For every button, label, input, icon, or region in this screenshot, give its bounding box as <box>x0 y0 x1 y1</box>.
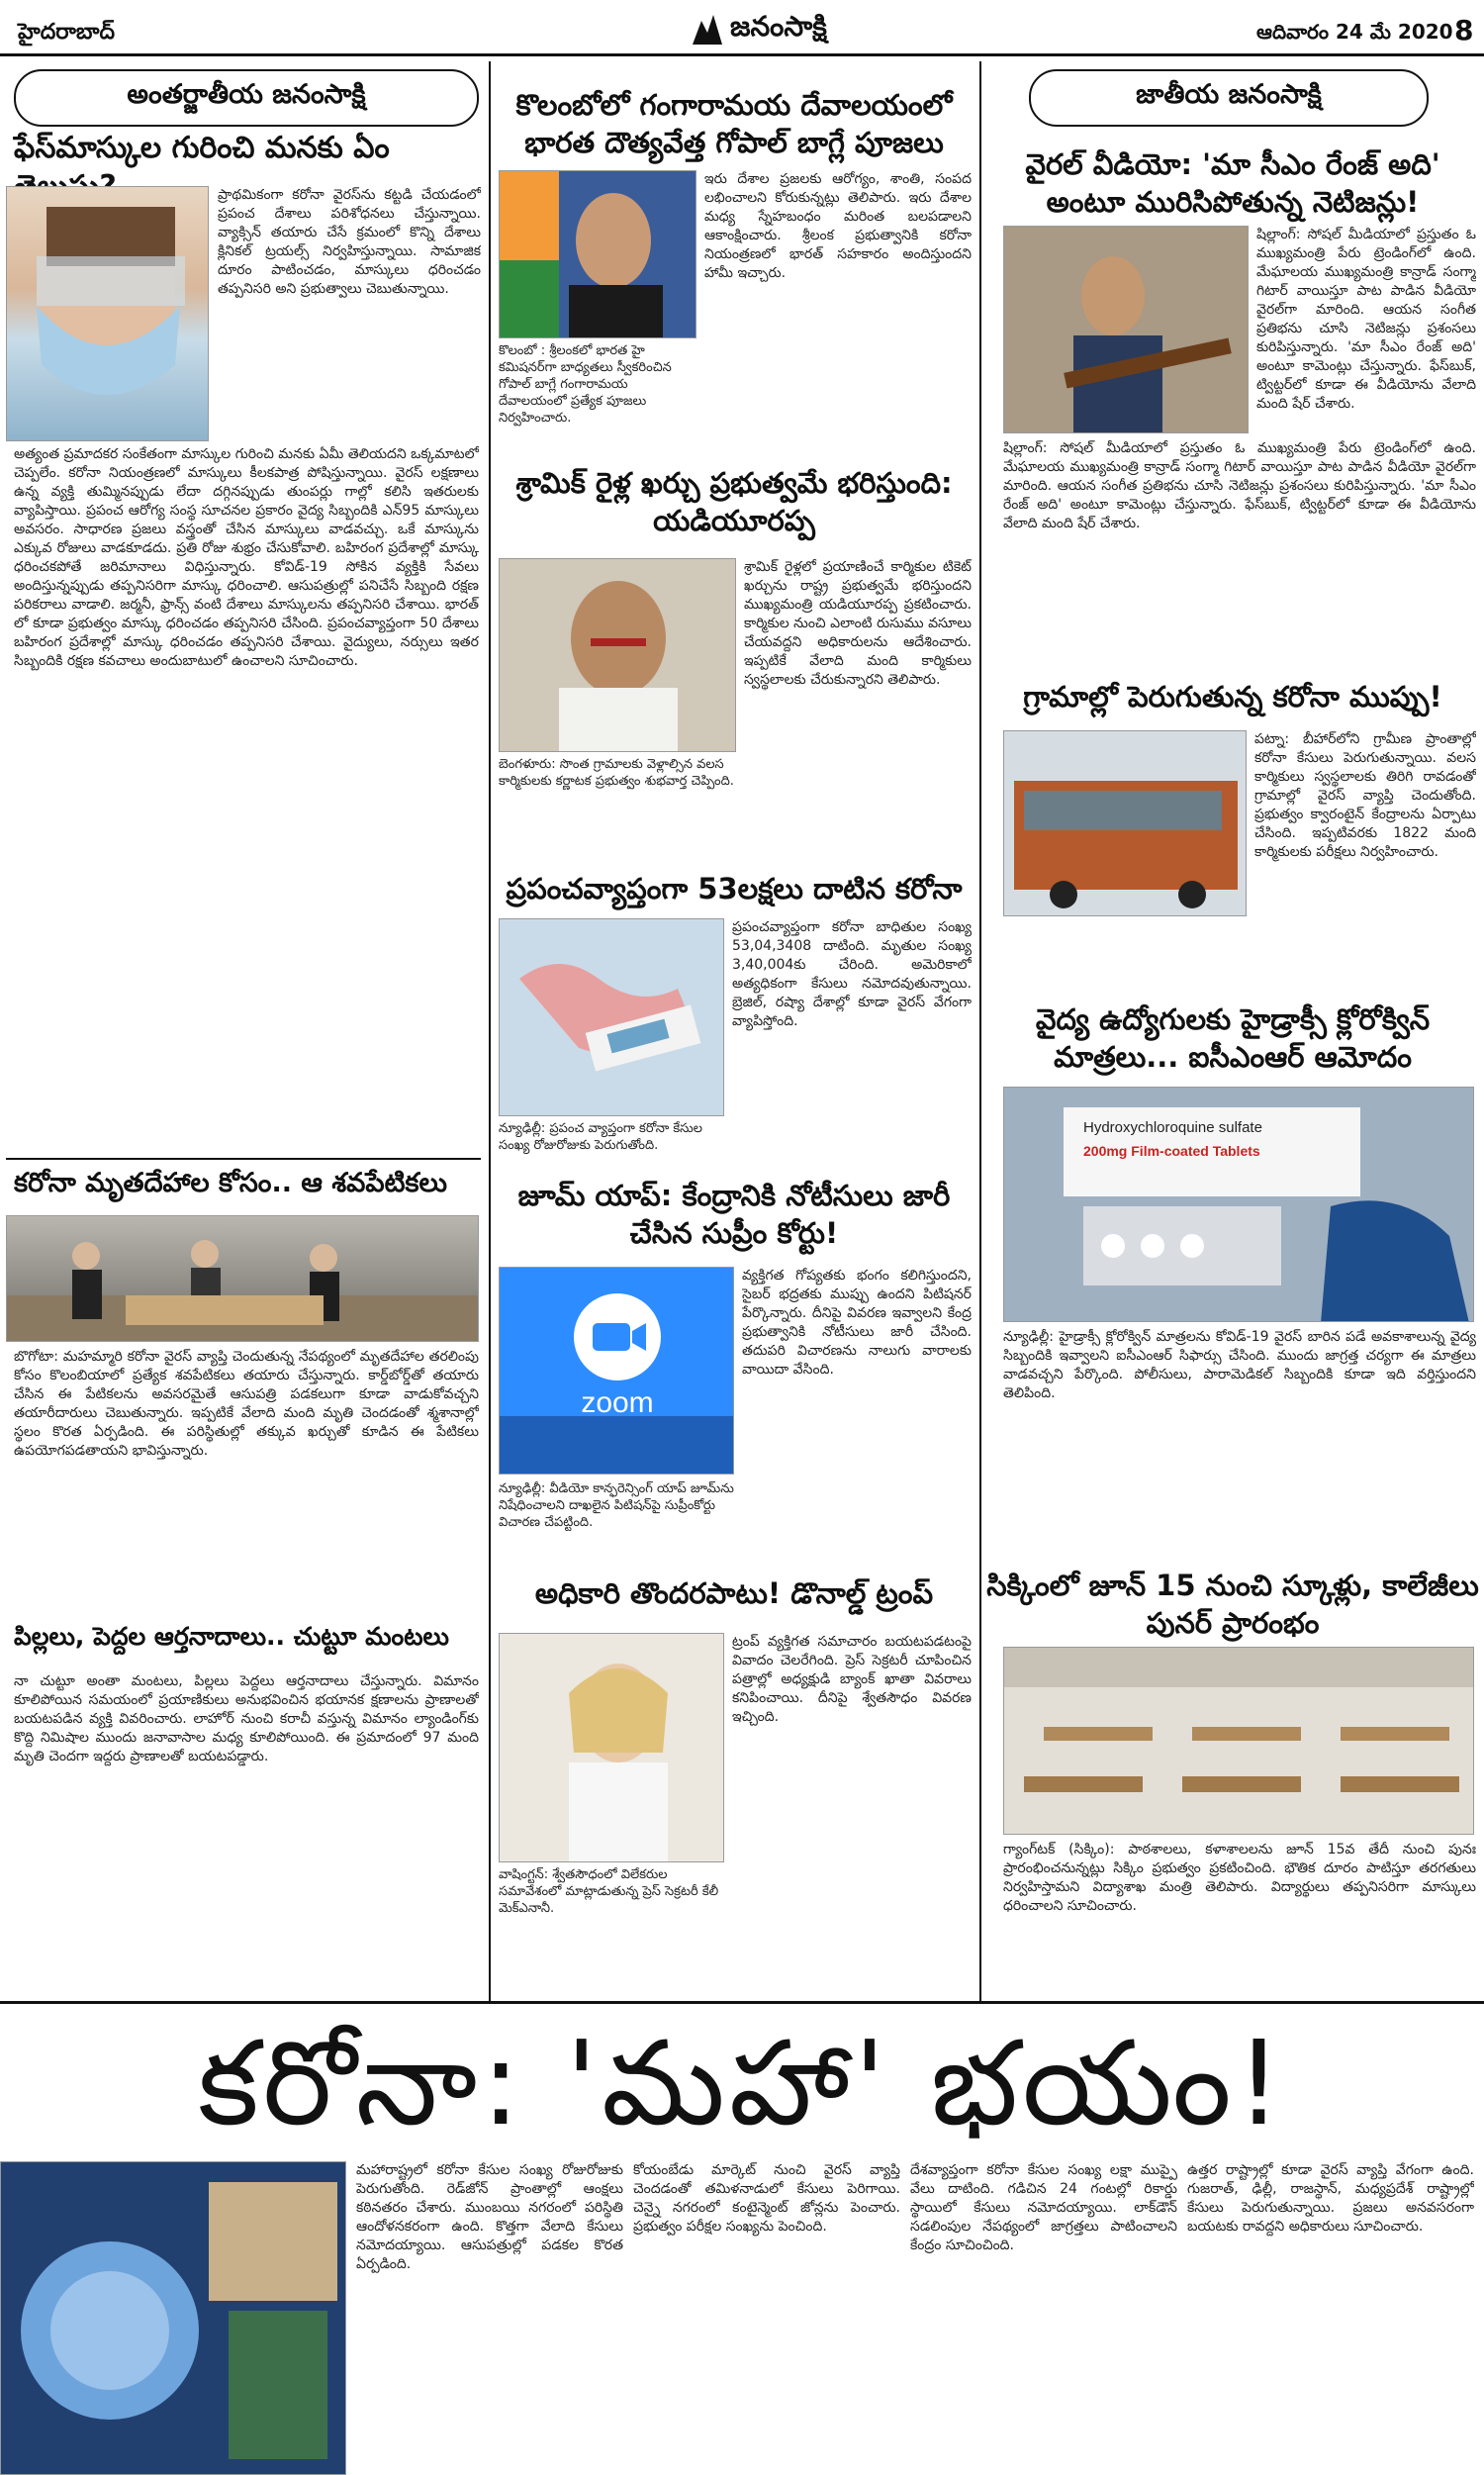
article-body: పట్నా: బీహార్‌లోని గ్రామీణ ప్రాంతాల్లో కరోనా కేసులు పెరుగుతున్నాయి. వలస కార్మికులు స్వస్థలాలకు తిరిగి రావడంతో గ్రామాల్లో వైరస్ వ్యాప్తి చెందుతోంది. ప్రభుత్వం క్వారంటైన్ కేంద్రాలను ఏర్పాటు చేసింది. ఇప్పటివరకు 1822 మంది కార్మికులకు పరీక్షలు నిర్వహించారు. <box>1254 731 1476 860</box>
column-divider <box>489 61 491 2001</box>
article-title: ప్రపంచవ్యాప్తంగా 53లక్షలు దాటిన కరోనా <box>506 872 963 905</box>
article-title: కరోనా మృతదేహాల కోసం.. ఆ శవపేటికలు <box>14 1168 448 1198</box>
mask-photo <box>6 186 209 441</box>
guitar-photo <box>1003 226 1249 433</box>
article-title: వైరల్ వీడియో: 'మా సీఎం రేంజ్ అది' అంటూ మురిసిపోతున్న నెటిజన్లు! <box>1025 147 1440 219</box>
header-rule <box>0 53 1484 56</box>
banner-rule <box>0 2001 1484 2004</box>
press-secretary-photo <box>499 1633 724 1862</box>
banner-headline: కరోనా: 'మహా' భయం! <box>197 2015 1287 2151</box>
article-body: శ్రామిక్ రైళ్లలో ప్రయాణించే కార్మికుల టికెట్ ఖర్చును రాష్ట్ర ప్రభుత్వమే భరిస్తుందని ముఖ్యమంత్రి యడియూరప్ప ప్రకటించారు. కార్మికుల నుంచి ఎలాంటి రుసుము వసూలు చేయవద్దని అధికారులను ఆదేశించారు. ఇప్పటికే వేలాది మంది కార్మికులు స్వస్థలాలకు చేరుకున్నారని తెలిపారు. <box>744 559 972 688</box>
photo-caption: న్యూఢిల్లీ: ప్రపంచ వ్యాప్తంగా కరోనా కేసుల సంఖ్య రోజురోజుకు పెరుగుతోంది. <box>499 1121 703 1153</box>
photo-caption: బెంగళూరు: సొంత గ్రామాలకు వెళ్లాల్సిన వలస కార్మికులకు కర్ణాటక ప్రభుత్వం శుభవార్త చెప్పింది. <box>499 757 734 789</box>
article-body: అత్యంత ప్రమాదకర సంకేతంగా మాస్కుల గురించి మనకు ఏమీ తెలియదని ఒక్కమాటలో చెప్పలేం. కరోనా నియంత్రణలో మాస్కులు కీలకపాత్ర పోషిస్తున్నాయి. వైరస్ లక్షణాలు ఉన్న వ్యక్తి తుమ్మినప్పుడు లేదా దగ్గినప్పుడు తుంపర్లు గాల్లో కలిసి ఇతరులకు వ్యాపిస్తాయి. ప్రపంచ ఆరోగ్య సంస్థ సూచనల ప్రకారం వైద్య సిబ్బందికి ఎన్95 మాస్కులు అవసరం. సాధారణ ప్రజలు వస్త్రంతో చేసిన మాస్కులు వాడవచ్చు. ఒకే మాస్కును ఎక్కువ రోజులు వాడకూడదు. ప్రతి రోజు శుభ్రం చేసుకోవాలి. బహిరంగ ప్రదేశాల్లో మాస్కు ధరించకపోతే జరిమానాలు విధిస్తున్నారు. కోవిడ్-19 సోకిన వ్యక్తికి సేవలు అందిస్తున్నప్పుడు తప్పనిసరిగా మాస్కు ధరించాలి. ఆసుపత్రుల్లో పనిచేసే సిబ్బంది రక్షణ పరికరాలు వాడాలి. జర్మనీ, ఫ్రాన్స్ వంటి దేశాలు మాస్కులను తప్పనిసరి చేశాయి. భారత్ లో కూడా ప్రభుత్వం మాస్కు ధరించడం తప్పనిసరి చేసింది. ప్రపంచవ్యాప్తంగా 50 దేశాలు బహిరంగ ప్రదేశాల్లో మాస్కు ధరించడం తప్పనిసరి చేశాయి. వైద్యులు, నర్సులు ఇతర సిబ్బందికి రక్షణ కవచాలు అందుబాటులో ఉంచాలని సూచించారు. <box>14 446 479 669</box>
banner-col: కోయంబేడు మార్కెట్ నుంచి వైరస్ వ్యాప్తి చెందడంతో తమిళనాడులో కేసులు పెరిగాయి. చెన్నై నగరంలో కంటైన్మెంట్ జోన్లను పెంచారు. ప్రభుత్వం పరీక్షల సంఖ్యను పెంచింది. <box>633 2162 900 2235</box>
article-title: జూమ్ యాప్: కేంద్రానికి నోటీసులు జారీ చేసిన సుప్రీం కోర్టు! <box>517 1179 951 1250</box>
article-lead: ప్రాథమికంగా కరోనా వైరస్‌ను కట్టడి చేయడంలో ప్రపంచ దేశాలు పరిశోధనలు చేస్తున్నాయి. వ్యాక్సిన్ తయారు చేసే క్రమంలో కొన్ని దేశాలు క్లినికల్ ట్రయల్స్ నిర్వహిస్తున్నాయి. సామాజిక దూరం పాటించడం, మాస్కులు ధరించడం తప్పనిసరి అని ప్రభుత్వాలు చెబుతున్నాయి. <box>218 187 481 297</box>
banner-col: మహారాష్ట్రలో కరోనా కేసుల సంఖ్య రోజురోజుకు పెరుగుతోంది. రెడ్‌జోన్ ప్రాంతాల్లో ఆంక్షలు కఠినతరం చేశారు. ముంబయి నగరంలో పరిస్థితి ఆందోళనకరంగా ఉంది. కొత్తగా వేలాది కేసులు నమోదయ్యాయి. ఆసుపత్రుల్లో పడకల కొరత ఏర్పడింది. <box>356 2162 623 2272</box>
article-body: ఇరు దేశాల ప్రజలకు ఆరోగ్యం, శాంతి, సంపద లభించాలని కోరుకున్నట్లు తెలిపారు. ఇరు దేశాల మధ్య స్నేహబంధం మరింత బలపడాలని ఆకాంక్షించారు. శ్రీలంక ప్రభుత్వానికి కరోనా నియంత్రణలో భారత్ సహకారం అందిస్తుందని హామీ ఇచ్చారు. <box>704 171 972 281</box>
pill-label: Hydroxychloroquine sulfate <box>1083 1119 1262 1136</box>
article-body: వ్యక్తిగత గోప్యతకు భంగం కలిగిస్తుందని, సైబర్ భద్రతకు ముప్పు ఉందని పిటిషనర్ పేర్కొన్నారు. దీనిపై వివరణ ఇవ్వాలని కేంద్ర ప్రభుత్వానికి నోటీసులు జారీ చేసింది. తదుపరి విచారణను నాలుగు వారాలకు వాయిదా వేసింది. <box>742 1268 972 1378</box>
logo-icon <box>693 15 722 45</box>
banner-col: ఉత్తర రాష్ట్రాల్లో కూడా వైరస్ వ్యాప్తి వేగంగా ఉంది. గుజరాత్, ఢిల్లీ, రాజస్థాన్, మధ్యప్రదేశ్ రాష్ట్రాల్లో కేసులు పెరుగుతున్నాయి. ప్రజలు అనవసరంగా బయటకు రావద్దని అధికారులు సూచించారు. <box>1187 2162 1474 2235</box>
article-body: షిల్లాంగ్: సోషల్ మీడియాలో ప్రస్తుతం ఓ ముఖ్యమంత్రి పేరు ట్రెండింగ్‌లో ఉంది. మేఘాలయ ముఖ్యమంత్రి కాన్రాడ్ సంగ్మా గిటార్ వాయిస్తూ పాట పాడిన వీడియో వైరల్‌గా మారింది. ఆయన సంగీత ప్రతిభను చూసి నెటిజన్లు ప్రశంసలు కురిపిస్తున్నారు. 'మా సీఎం రేంజ్ అది' అంటూ కామెంట్లు చేస్తున్నారు. ఫేస్‌బుక్, ట్విట్టర్‌లో కూడా ఈ వీడియోను వేలాది మంది షేర్ చేశారు. <box>1003 440 1476 531</box>
banner-col: దేశవ్యాప్తంగా కరోనా కేసుల సంఖ్య లక్షా ముప్పై వేలు దాటింది. గడిచిన 24 గంటల్లో రికార్డు స్థాయిలో కేసులు నమోదయ్యాయి. లాక్‌డౌన్ సడలింపుల నేపథ్యంలో జాగ్రత్తలు పాటించాలని కేంద్రం సూచించింది. <box>910 2162 1177 2253</box>
masthead-logo <box>693 10 827 49</box>
article-body: బొగోటా: మహమ్మారి కరోనా వైరస్ వ్యాప్తి చెందుతున్న నేపథ్యంలో మృతదేహాల తరలింపు కోసం కొలంబియాలో ప్రత్యేక శవపేటికలు తయారు చేస్తున్నారు. కార్డ్‌బోర్డ్‌తో తయారు చేసిన ఈ పేటికలను అవసరమైతే ఆసుపత్రి పడకలుగా కూడా వాడుకోవచ్చని తయారీదారులు చెబుతున్నారు. ఇప్పటికే వేలాది మంది మృతి చెందడంతో శ్మశానాల్లో స్థలం కొరత ఏర్పడింది. ఈ పరిస్థితుల్లో తక్కువ ఖర్చుతో కూడిన ఈ పేటికలు ఉపయోగపడతాయని భావిస్తున్నారు. <box>14 1349 479 1459</box>
issue-date: ఆదివారం 24 మే 2020 <box>1256 20 1453 44</box>
article-lead: షిల్లాంగ్: సోషల్ మీడియాలో ప్రస్తుతం ఓ ముఖ్యమంత్రి పేరు ట్రెండింగ్‌లో ఉంది. మేఘాలయ ముఖ్యమంత్రి కాన్రాడ్ సంగ్మా గిటార్ వాయిస్తూ పాట పాడిన వీడియో వైరల్‌గా మారింది. ఆయన సంగీత ప్రతిభను చూసి నెటిజన్లు ప్రశంసలు కురిపిస్తున్నారు. 'మా సీఎం రేంజ్ అది' అంటూ కామెంట్లు చేస్తున్నారు. ఫేస్‌బుక్, ట్విట్టర్‌లో కూడా ఈ వీడియోను వేలాది మంది షేర్ చేశారు. <box>1256 227 1476 412</box>
section-national: జాతీయ జనంసాక్షి <box>1029 69 1429 127</box>
virus-photo <box>0 2161 346 2475</box>
article-body: ట్రంప్ వ్యక్తిగత సమాచారం బయటపడటంపై వివాదం చెలరేగింది. ప్రెస్ సెక్రటరీ చూపించిన పత్రాల్లో అధ్యక్షుడి బ్యాంక్ ఖాతా వివరాలు కనిపించాయి. దీనిపై శ్వేతసౌధం వివరణ ఇచ్చింది. <box>732 1634 972 1725</box>
article-title: కొలంబోలో గంగారామయ దేవాలయంలో భారత దౌత్యవేత్త గోపాల్ బాగ్లే పూజలు <box>515 88 953 159</box>
article-title: వైద్య ఉద్యోగులకు హైడ్రాక్సీ క్లోరోక్విన్ మాత్రలు... ఐసీఎంఆర్ ఆమోదం <box>1035 1002 1431 1074</box>
hcq-photo <box>1003 1087 1474 1322</box>
photo-caption: న్యూఢిల్లీ: వీడియో కాన్ఫరెన్సింగ్ యాప్ జూమ్‌ను నిషేధించాలని దాఖలైన పిటిషన్‌పై సుప్రీంకోర్టు విచారణ చేపట్టింది. <box>499 1481 734 1530</box>
photo-caption: కొలంబో : శ్రీలంకలో భారత హై కమిషనర్‌గా బాధ్యతలు స్వీకరించిన గోపాల్ బాగ్లే గంగారామయ దేవాలయంలో ప్రత్యేక పూజలు నిర్వహించారు. <box>499 343 672 426</box>
page-number: 8 <box>1454 14 1474 47</box>
article-title: గ్రామాల్లో పెరుగుతున్న కరోనా ముప్పు! <box>1023 680 1442 714</box>
zoom-photo <box>499 1267 734 1475</box>
article-body: న్యూఢిల్లీ: హైడ్రాక్సీ క్లోరోక్విన్ మాత్రలను కోవిడ్-19 వైరస్ బారిన పడే అవకాశాలున్న వైద్య సిబ్బందికి ఇవ్వాలని ఐసీఎంఆర్ సిఫార్సు చేసింది. ముందు జాగ్రత్త చర్యగా ఈ మాత్రలు వాడవచ్చని పేర్కొంది. పోలీసులు, పారామెడికల్ సిబ్బందికి కూడా ఇది వర్తిస్తుందని తెలిపింది. <box>1003 1329 1476 1401</box>
article-divider <box>6 1158 481 1160</box>
diplomat-photo <box>499 170 696 338</box>
pill-sublabel: 200mg Film-coated Tablets <box>1083 1143 1260 1159</box>
article-title: ఫేస్‌మాస్కుల గురించి మనకు ఏం <box>14 131 390 165</box>
yediyurappa-photo <box>499 558 736 752</box>
article-title: సిక్కింలో జూన్ 15 నుంచి స్కూళ్లు, కాలేజీలు పునర్ ప్రారంభం <box>986 1569 1479 1640</box>
article-title: శ్రామిక్ రైళ్ల ఖర్చు ప్రభుత్వమే భరిస్తుంది: యడియూరప్ప <box>515 466 953 537</box>
section-international: అంతర్జాతీయ జనంసాక్షి <box>14 69 479 127</box>
article-body: నా చుట్టూ అంతా మంటలు, పిల్లలు పెద్దలు ఆర్తనాదాలు చేస్తున్నారు. విమానం కూలిపోయిన సమయంలో ప్రయాణికులు అనుభవించిన భయానక క్షణాలను ప్రాణాలతో బయటపడిన వ్యక్తి వివరించారు. లాహోర్ నుంచి కరాచీ వస్తున్న విమానం ల్యాండింగ్‌కు కొద్ది నిమిషాల ముందు జనావాసాల మధ్య కూలిపోయింది. ఈ ప్రమాదంలో 97 మంది మృతి చెందగా ఇద్దరు ప్రాణాలతో బయటపడ్డారు. <box>14 1673 479 1764</box>
article-body: గ్యాంగ్‌టక్ (సిక్కిం): పాఠశాలలు, కళాశాలలను జూన్ 15వ తేదీ నుంచి పునః ప్రారంభించనున్నట్లు సిక్కిం ప్రభుత్వం ప్రకటించింది. భౌతిక దూరం పాటిస్తూ తరగతులు నిర్వహిస్తామని విద్యాశాఖ మంత్రి తెలిపారు. విద్యార్థులు తప్పనిసరిగా మాస్కులు ధరించాలని సూచించారు. <box>1003 1842 1476 1914</box>
zoom-wordmark: zoom <box>581 1386 654 1419</box>
coffin-photo <box>6 1215 479 1342</box>
column-divider <box>979 61 981 2001</box>
photo-caption: వాషింగ్టన్: శ్వేతసౌధంలో విలేకరుల సమావేశంలో మాట్లాడుతున్న ప్రెస్ సెక్రటరీ కేలీ మెక్‌ఎనానీ. <box>499 1867 719 1916</box>
article-body: ప్రపంచవ్యాప్తంగా కరోనా బాధితుల సంఖ్య 53,04,3408 దాటింది. మృతుల సంఖ్య 3,40,004కు చేరింది. అమెరికాలో అత్యధికంగా కేసులు నమోదవుతున్నాయి. బ్రెజిల్, రష్యా దేశాల్లో కూడా వైరస్ వేగంగా వ్యాపిస్తోంది. <box>732 919 972 1029</box>
article-title: అధికారి తొందరపాటు! డొనాల్డ్ ట్రంప్ <box>534 1576 934 1610</box>
classroom-photo <box>1003 1647 1474 1835</box>
article-title: పిల్లలు, పెద్దల ఆర్తనాదాలు.. చుట్టూ మంటలు <box>14 1622 449 1651</box>
masthead-text: జనంసాక్షి <box>730 10 827 43</box>
bus-photo <box>1003 730 1247 916</box>
covid-map-photo <box>499 918 724 1116</box>
city-label: హైదరాబాద్ <box>18 20 115 45</box>
